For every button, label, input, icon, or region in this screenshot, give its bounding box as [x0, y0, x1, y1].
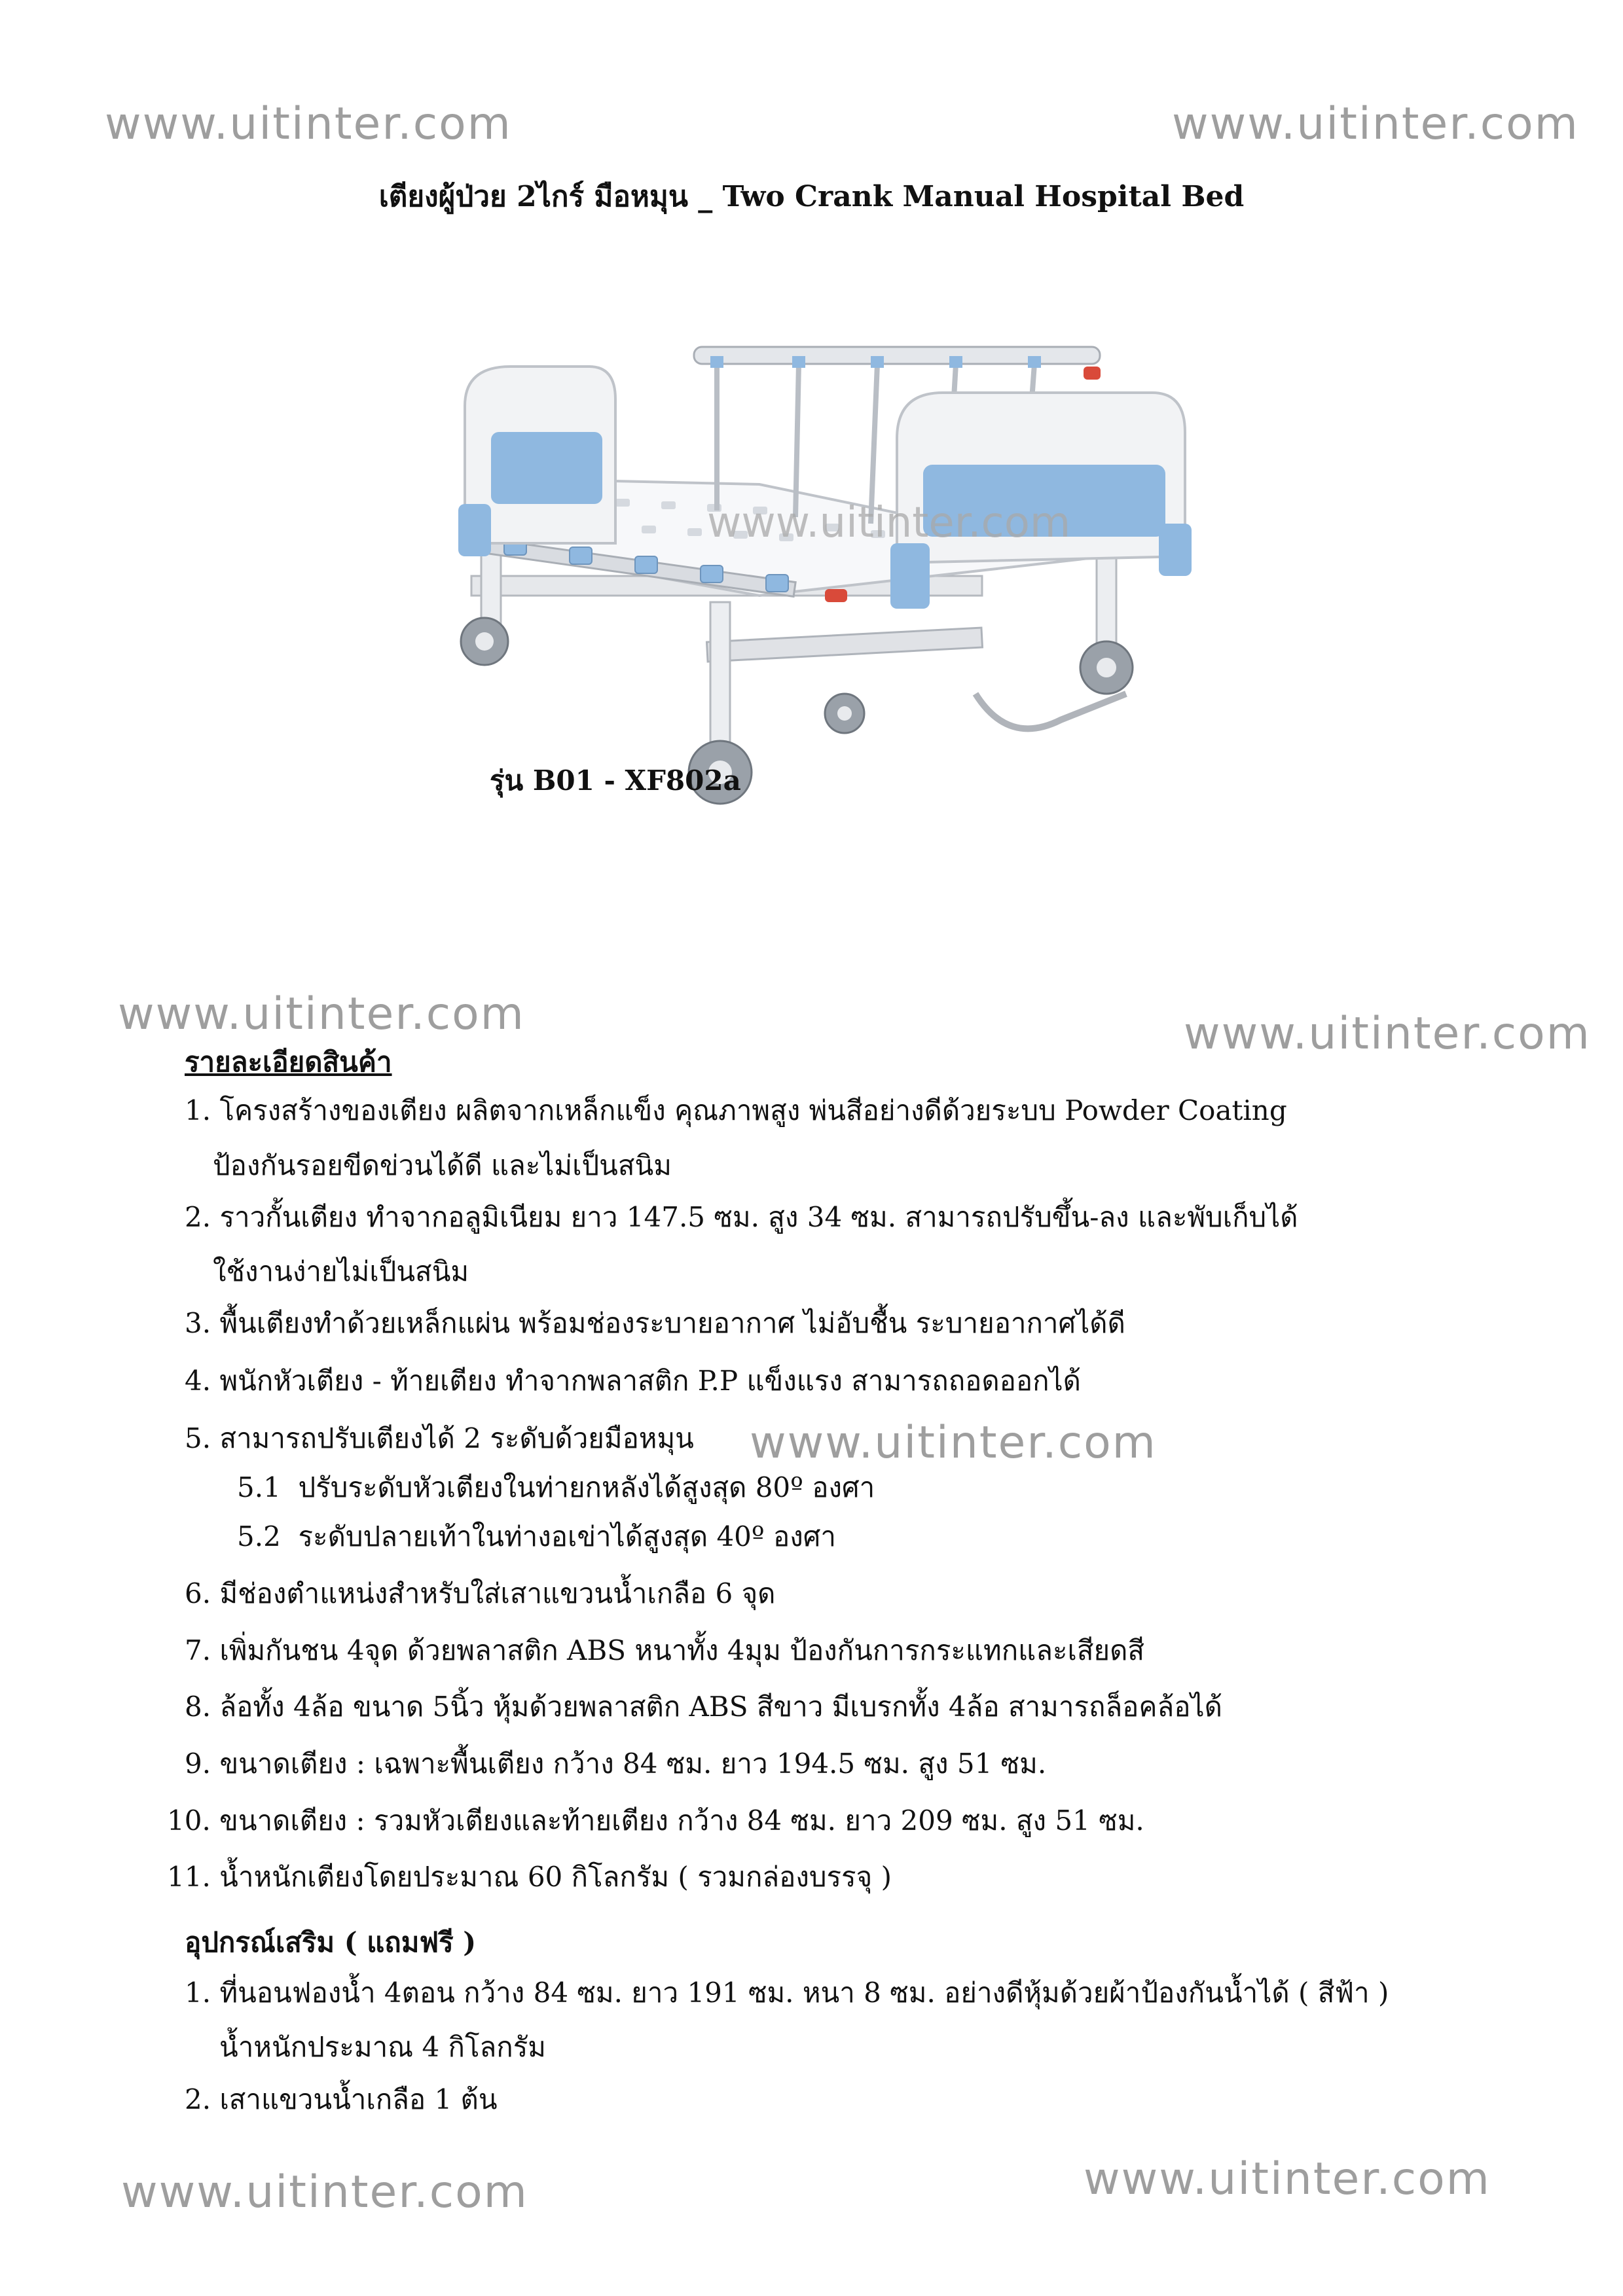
detail-item-6: 6. มีช่องตำแหน่งสำหรับใส่เสาแขวนน้ำเกลือ 6 จุด: [185, 1577, 776, 1609]
accessory-item-2: 2. เสาแขวนน้ำเกลือ 1 ต้น: [185, 2083, 498, 2115]
detail-item-5: 5. สามารถปรับเตียงได้ 2 ระดับด้วยมือหมุน: [185, 1422, 694, 1454]
detail-item-11: 11. น้ำหนักเตียงโดยประมาณ 60 กิโลกรัม ( รวมกล่องบรรจุ ): [167, 1861, 892, 1893]
accessories-heading: อุปกรณ์เสริม ( แถมฟรี ): [185, 1926, 477, 1958]
detail-item-4: 4. พนักหัวเตียง - ท้ายเตียง ทำจากพลาสติก P.P แข็งแรง สามารถถอดออกได้: [185, 1365, 1081, 1397]
watermark-top-left: www.uitinter.com: [105, 98, 512, 150]
detail-item-2: 2. ราวกั้นเตียง ทำจากอลูมิเนียม ยาว 147.5 ซม. สูง 34 ซม. สามารถปรับขึ้น-ลง และพับเก็บได้: [185, 1201, 1298, 1233]
product-image-watermark: www.uitinter.com: [707, 499, 1071, 547]
model-number: รุ่น B01 - XF802a: [490, 764, 741, 797]
detail-item-8: 8. ล้อทั้ง 4ล้อ ขนาด 5นิ้ว หุ้มด้วยพลาสติก ABS สีขาว มีเบรกทั้ง 4ล้อ สามารถล็อคล้อได้: [185, 1691, 1222, 1723]
watermark-bottom-left: www.uitinter.com: [121, 2166, 528, 2218]
detail-item-7: 7. เพิ่มกันชน 4จุด ด้วยพลาสติก ABS หนาทั้ง 4มุม ป้องกันการกระแทกและเสียดสี: [185, 1634, 1144, 1666]
detail-item-5-1: 5.1 ปรับระดับหัวเตียงในท่ายกหลังได้สูงสุด 80º องศา: [237, 1471, 875, 1503]
detail-item-10: 10. ขนาดเตียง : รวมหัวเตียงและท้ายเตียง กว้าง 84 ซม. ยาว 209 ซม. สูง 51 ซม.: [167, 1804, 1144, 1837]
details-heading: รายละเอียดสินค้า: [185, 1046, 392, 1078]
accessory-item-1-continued: น้ำหนักประมาณ 4 กิโลกรัม: [219, 2031, 546, 2063]
detail-item-1: 1. โครงสร้างของเตียง ผลิตจากเหล็กแข็ง คุณภาพสูง พ่นสีอย่างดีด้วยระบบ Powder Coating: [185, 1094, 1287, 1126]
watermark-top-right: www.uitinter.com: [1172, 98, 1579, 150]
detail-item-1-continued: ป้องกันรอยขีดข่วนได้ดี และไม่เป็นสนิม: [213, 1149, 672, 1181]
detail-item-9: 9. ขนาดเตียง : เฉพาะพื้นเตียง กว้าง 84 ซม. ยาว 194.5 ซม. สูง 51 ซม.: [185, 1748, 1047, 1780]
watermark-mid-right: www.uitinter.com: [1184, 1008, 1591, 1060]
product-image: [354, 327, 1231, 844]
watermark-mid-left: www.uitinter.com: [118, 988, 525, 1040]
watermark-bottom-right: www.uitinter.com: [1084, 2153, 1491, 2205]
watermark-center: www.uitinter.com: [750, 1417, 1157, 1469]
accessory-item-1: 1. ที่นอนฟองน้ำ 4ตอน กว้าง 84 ซม. ยาว 191 ซม. หนา 8 ซม. อย่างดีหุ้มด้วยผ้าป้องกันน้ำได้ ( สีฟ้า ): [185, 1977, 1389, 2009]
detail-item-2-continued: ใช้งานง่ายไม่เป็นสนิม: [213, 1255, 469, 1287]
detail-item-3: 3. พื้นเตียงทำด้วยเหล็กแผ่น พร้อมช่องระบายอากาศ ไม่อับชื้น ระบายอากาศได้ดี: [185, 1307, 1125, 1339]
page-title: เตียงผู้ป่วย 2ไกร์ มือหมุน _ Two Crank Manual Hospital Bed: [378, 180, 1245, 213]
detail-item-5-2: 5.2 ระดับปลายเท้าในท่างอเข่าได้สูงสุด 40º องศา: [237, 1520, 836, 1552]
